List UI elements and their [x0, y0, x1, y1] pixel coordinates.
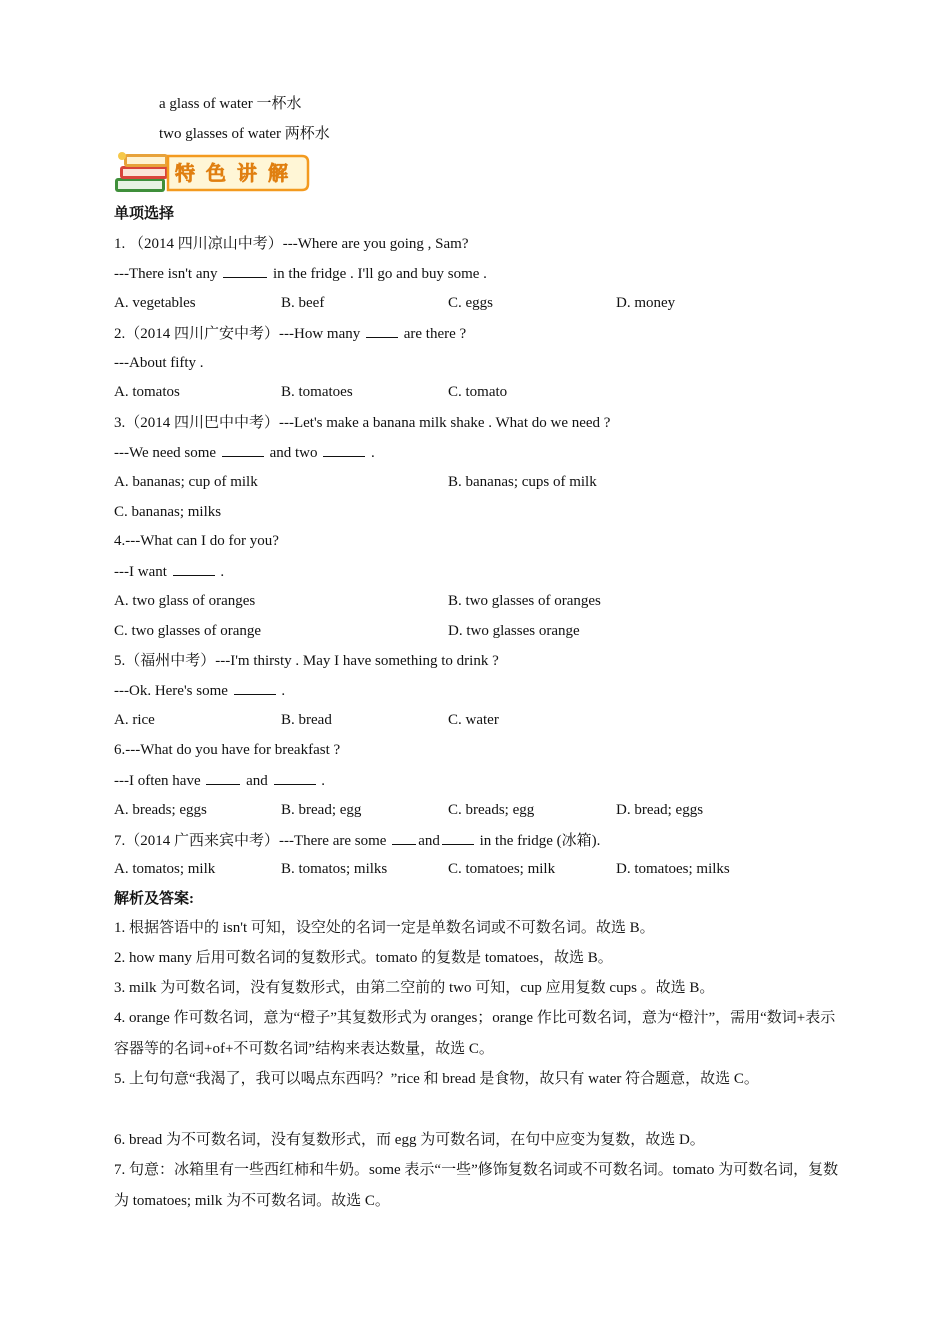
answer-blank — [274, 770, 316, 785]
question-3-option-c: C. bananas; milks — [114, 504, 222, 520]
answer-blank — [206, 770, 240, 785]
text-fragment: 7.（2014 广西来宾中考）---There are some — [114, 833, 391, 849]
question-1-stem: 1. （2014 四川凉山中考）---Where are you going , Sam? — [114, 236, 469, 252]
answer-7: 7. 句意：冰箱里有一些西红柿和牛奶。some 表示“一些”修饰复数名词或不可数名词。tomato 为可数名词，复数为 tomatoes; milk 为不可数名词。故选 C。 — [114, 1162, 839, 1209]
question-1-option-a: A. vegetables — [114, 295, 196, 311]
text-fragment: . — [277, 683, 286, 699]
question-1-option-b: B. beef — [281, 295, 325, 311]
answer-6: 6. bread 为不可数名词，没有复数形式，而 egg 为可数名词，在句中应变为复数，故选 D。 — [114, 1132, 705, 1148]
question-2-line2: ---About fifty . — [114, 355, 204, 371]
text-fragment: and — [242, 773, 272, 789]
question-3-option-a: A. bananas; cup of milk — [114, 474, 258, 490]
question-2-option-b: B. tomatoes — [281, 384, 353, 400]
answer-blank — [442, 830, 474, 845]
question-4-stem: 4.---What can I do for you? — [114, 533, 279, 549]
question-5-line2 — [114, 680, 285, 700]
answer-blank — [323, 442, 365, 457]
text-fragment: 2.（2014 四川广安中考）---How many — [114, 326, 364, 342]
text-fragment: ---I want — [114, 564, 171, 580]
text-fragment: ---We need some — [114, 445, 220, 461]
question-7-option-a: A. tomatos; milk — [114, 861, 216, 877]
question-6-option-d: D. bread; eggs — [616, 802, 704, 818]
answer-blank — [392, 830, 416, 845]
question-7-option-b: B. tomatos; milks — [281, 861, 388, 877]
text-fragment: . — [216, 564, 225, 580]
question-7-option-c: C. tomatoes; milk — [448, 861, 556, 877]
answer-blank — [223, 263, 267, 278]
question-6-option-c: C. breads; egg — [448, 802, 535, 818]
question-3-line2 — [114, 442, 375, 462]
answer-3: 3. milk 为可数名词，没有复数形式，由第二空前的 two 可知，cup 应用复数 cups 。故选 B。 — [114, 980, 715, 996]
question-6-line2 — [114, 770, 325, 790]
answer-2: 2. how many 后用可数名词的复数形式。tomato 的复数是 tomatoes，故选 B。 — [114, 950, 613, 966]
text-fragment: in the fridge (冰箱). — [475, 833, 601, 849]
section-title: 单项选择 — [114, 206, 175, 222]
answers-title: 解析及答案: — [114, 891, 194, 907]
answer-4: 4. orange 作可数名词，意为“橙子”其复数形式为 oranges；orange 作比可数名词，意为“橙汁”，需用“数词+表示容器等的名词+of+不可数名词”结构来表达数量，故选 C。 — [114, 1010, 836, 1057]
question-2-stem — [114, 323, 466, 343]
question-2-option-c: C. tomato — [448, 384, 508, 400]
question-4-option-b: B. two glasses of oranges — [448, 593, 601, 609]
banner-label: 特色讲解 — [175, 161, 299, 185]
question-4-option-a: A. two glass of oranges — [114, 593, 256, 609]
text-fragment: . — [317, 773, 326, 789]
answer-blank — [366, 323, 398, 338]
question-1-option-d: D. money — [616, 295, 676, 311]
question-1-line2 — [114, 263, 487, 283]
question-5-option-c: C. water — [448, 712, 499, 728]
section-banner — [112, 148, 312, 198]
question-5-option-b: B. bread — [281, 712, 332, 728]
question-5-stem: 5.（福州中考）---I'm thirsty . May I have something to drink ? — [114, 653, 499, 669]
text-fragment: are there ? — [399, 326, 467, 342]
text-fragment: ---There isn't any — [114, 266, 222, 282]
question-2-option-a: A. tomatos — [114, 384, 180, 400]
text-fragment: in the fridge . I'll go and buy some . — [269, 266, 487, 282]
question-1-option-c: C. eggs — [448, 295, 493, 311]
text-fragment: . — [367, 445, 375, 461]
question-3-stem: 3.（2014 四川巴中中考）---Let's make a banana milk shake . What do we need ? — [114, 415, 611, 431]
question-6-stem: 6.---What do you have for breakfast ? — [114, 742, 341, 758]
question-3-option-b: B. bananas; cups of milk — [448, 474, 597, 490]
answer-blank — [234, 680, 276, 695]
text-fragment: ---I often have — [114, 773, 205, 789]
text-fragment: and two — [265, 445, 322, 461]
question-7-stem — [114, 830, 600, 850]
vocab-line-2: two glasses of water 两杯水 — [159, 126, 330, 142]
question-7-option-d: D. tomatoes; milks — [616, 861, 730, 877]
text-fragment: and — [418, 833, 440, 849]
answer-1: 1. 根据答语中的 isn't 可知，设空处的名词一定是单数名词或不可数名词。故选 B。 — [114, 920, 655, 936]
answer-blank — [222, 442, 264, 457]
question-6-option-b: B. bread; egg — [281, 802, 362, 818]
question-4-option-c: C. two glasses of orange — [114, 623, 262, 639]
answer-5: 5. 上句句意“我渴了，我可以喝点东西吗？”rice 和 bread 是食物，故只有 water 符合题意，故选 C。 — [114, 1071, 759, 1087]
question-5-option-a: A. rice — [114, 712, 155, 728]
question-4-option-d: D. two glasses orange — [448, 623, 580, 639]
vocab-line-1: a glass of water 一杯水 — [159, 96, 302, 112]
question-4-line2 — [114, 561, 224, 581]
text-fragment: ---Ok. Here's some — [114, 683, 232, 699]
answer-blank — [173, 561, 215, 576]
question-6-option-a: A. breads; eggs — [114, 802, 207, 818]
